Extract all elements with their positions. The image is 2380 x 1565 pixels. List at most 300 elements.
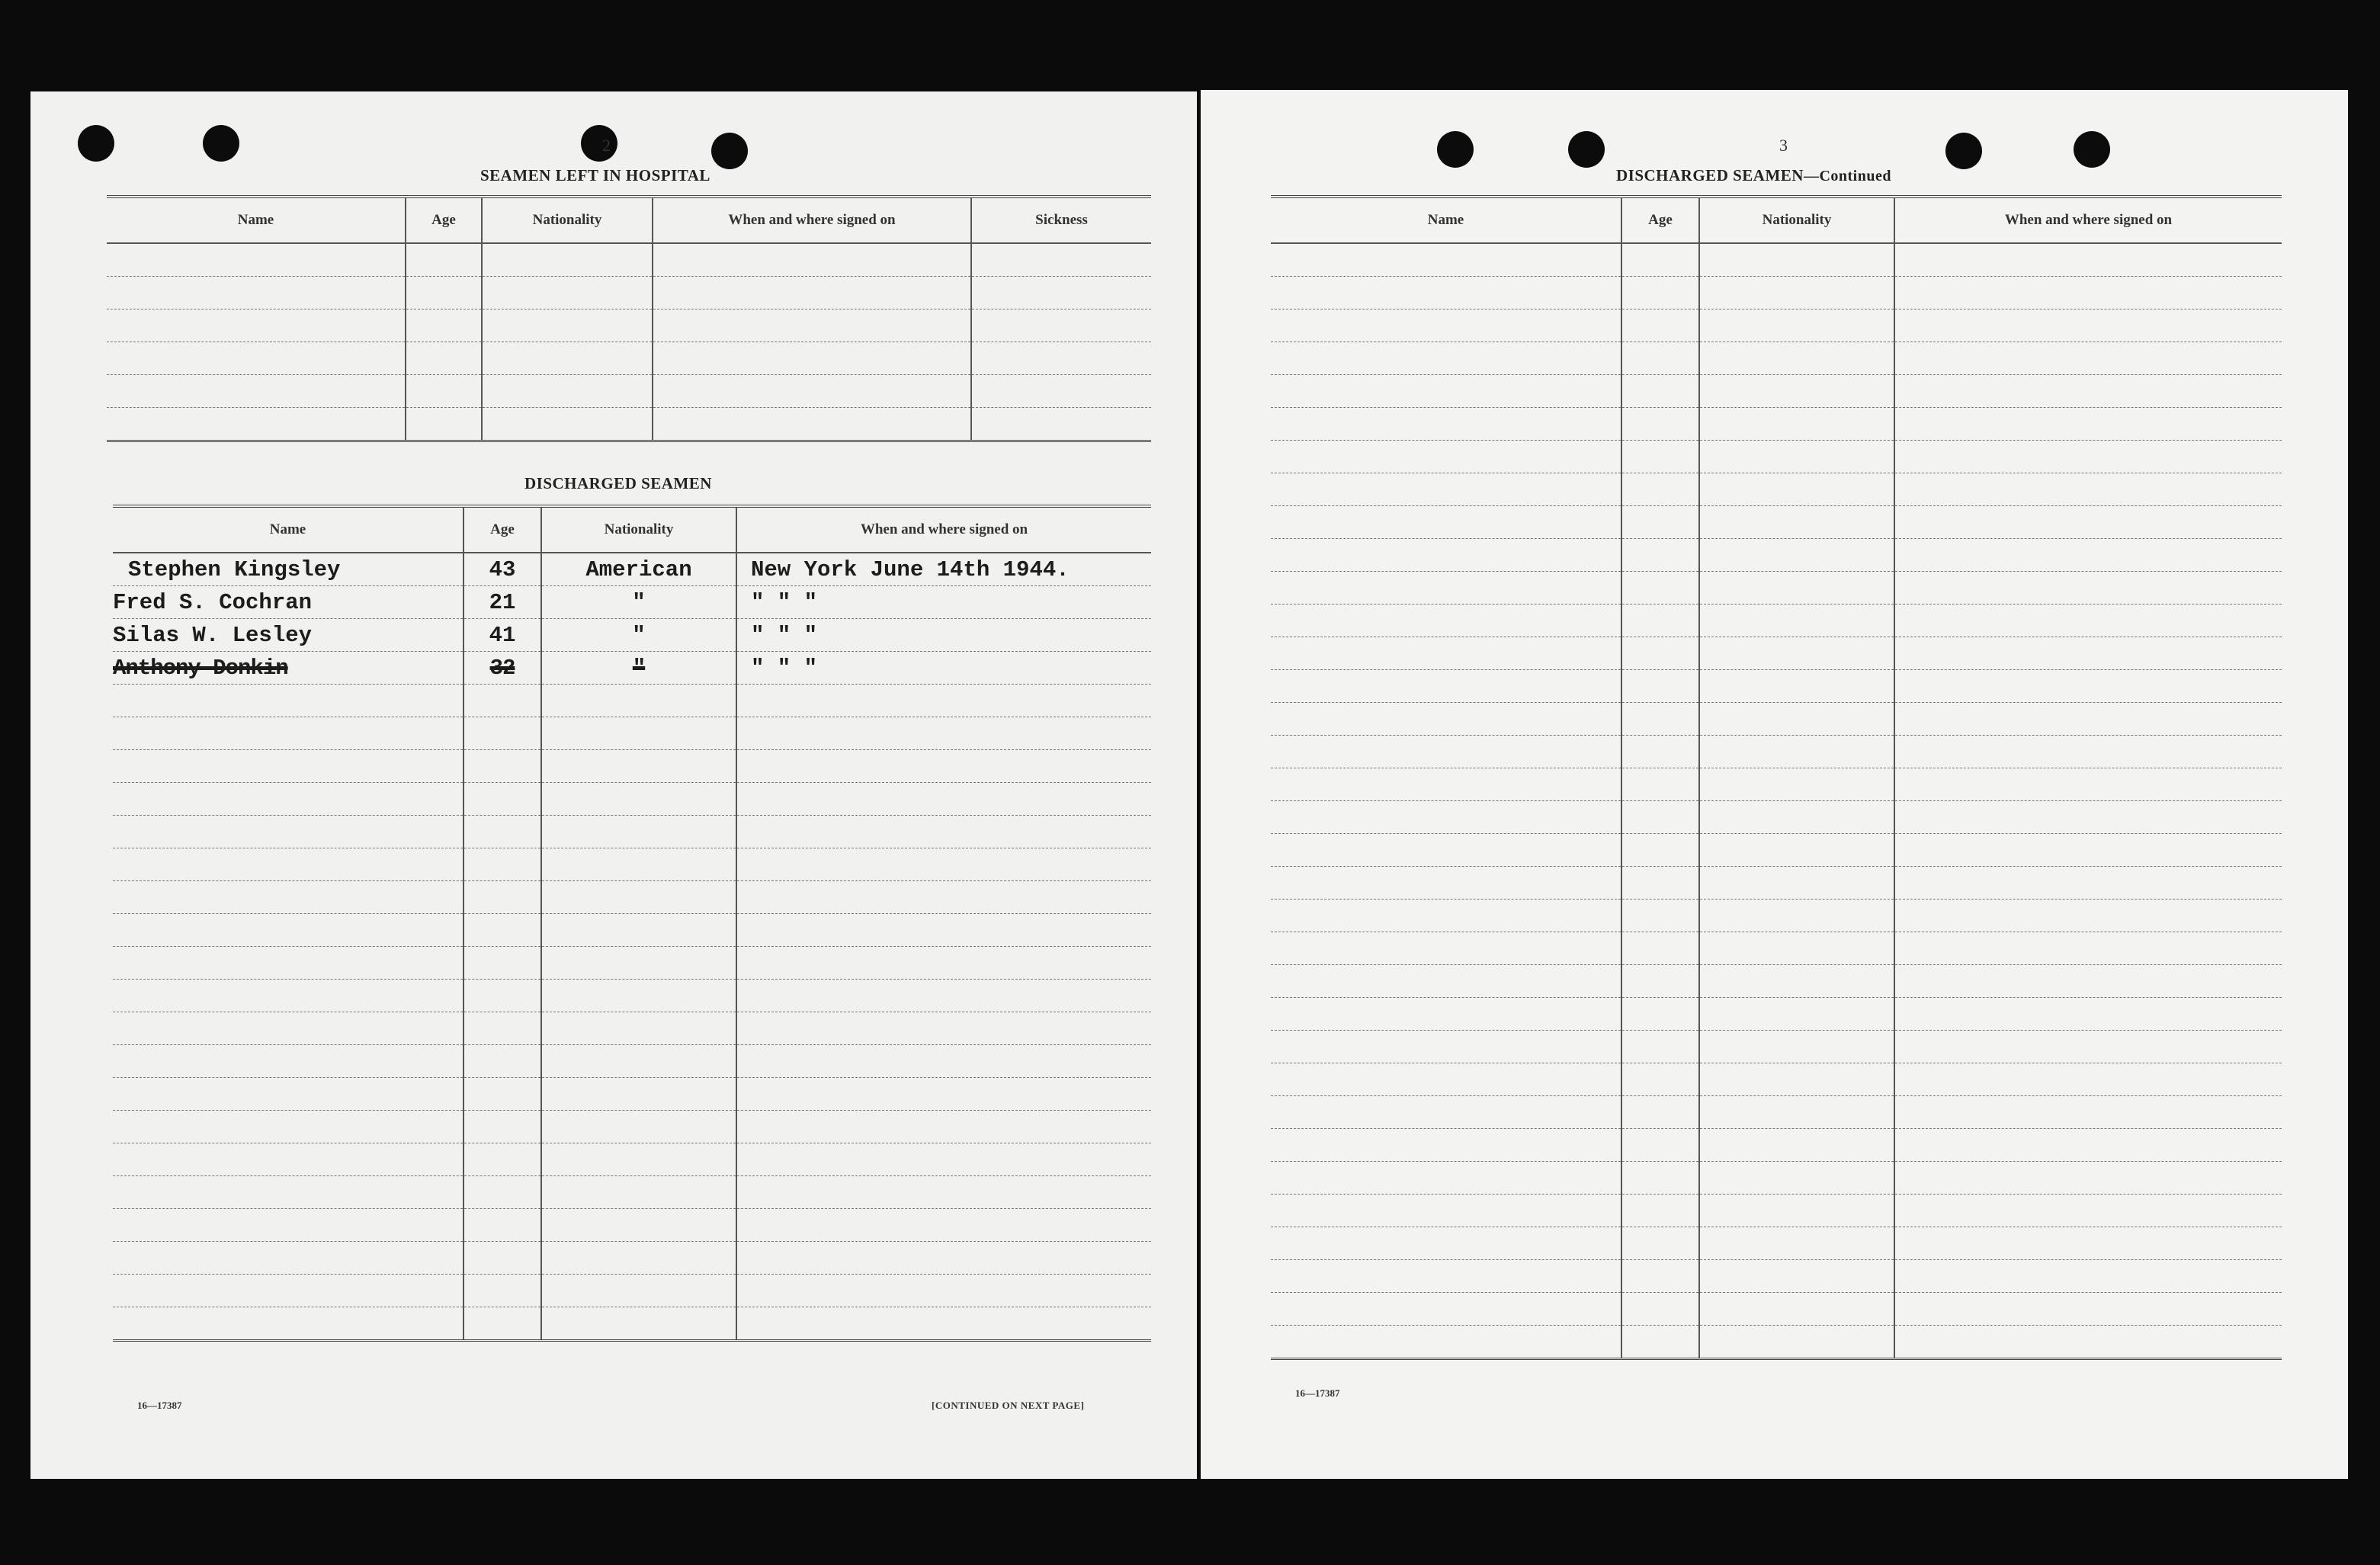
table-cell: [971, 243, 1151, 277]
table-cell: [736, 1242, 1151, 1275]
table-cell: [1894, 1227, 2282, 1260]
table-cell: [113, 947, 463, 980]
table-row: [113, 1045, 1151, 1078]
form-number: 16—17387: [1295, 1387, 1340, 1399]
table-cell: [541, 1143, 736, 1176]
table-row: [1271, 441, 2282, 473]
table-row: [1271, 1129, 2282, 1162]
table-row: [1271, 1293, 2282, 1326]
table-row: [1271, 1096, 2282, 1129]
table-row: [1271, 539, 2282, 572]
table-cell: 43: [463, 553, 541, 586]
table-row: [113, 553, 1151, 586]
table-cell: [1271, 736, 1621, 768]
table-row: [113, 783, 1151, 816]
column-header-age: Age: [1621, 197, 1699, 243]
table-cell: [1699, 867, 1894, 900]
table-cell: [1699, 1096, 1894, 1129]
table-row: [1271, 506, 2282, 539]
table-cell: [1271, 1129, 1621, 1162]
table-cell: [406, 375, 482, 408]
table-cell: [1621, 834, 1699, 867]
table-cell: [1621, 703, 1699, 736]
table-row: [1271, 736, 2282, 768]
table-cell: [971, 408, 1151, 441]
table-row: [107, 408, 1151, 441]
table-cell: [541, 1275, 736, 1307]
table-cell: [1271, 670, 1621, 703]
table-cell: [1699, 1293, 1894, 1326]
table-cell: [1621, 768, 1699, 801]
discharged-table: [113, 505, 1151, 1342]
table-cell: 21: [463, 586, 541, 619]
table-row: [1271, 1162, 2282, 1195]
table-cell: [1894, 1260, 2282, 1293]
table-row: [113, 1307, 1151, 1341]
table-row: [107, 277, 1151, 309]
table-row: [113, 1275, 1151, 1307]
table-cell: [1621, 309, 1699, 342]
table-row: [1271, 1326, 2282, 1359]
table-cell: [1621, 1162, 1699, 1195]
table-cell: [1271, 965, 1621, 998]
table-row: [1271, 834, 2282, 867]
table-cell: [736, 816, 1151, 848]
table-cell: [1621, 900, 1699, 932]
table-cell: [1699, 768, 1894, 801]
table-cell: [113, 783, 463, 816]
table-cell: [406, 342, 482, 375]
table-cell: [1271, 900, 1621, 932]
table-cell: [463, 1176, 541, 1209]
table-cell: [1271, 1096, 1621, 1129]
table-cell: [1621, 736, 1699, 768]
table-cell: [736, 848, 1151, 881]
punch-hole: [581, 125, 617, 162]
table-cell: [482, 375, 653, 408]
table-cell: [1699, 243, 1894, 277]
table-cell: [463, 848, 541, 881]
table-row: [113, 1209, 1151, 1242]
table-row: [1271, 703, 2282, 736]
table-row: [1271, 1260, 2282, 1293]
table-cell: [1894, 736, 2282, 768]
table-cell: [463, 783, 541, 816]
table-cell: [1699, 998, 1894, 1031]
table-cell: [1894, 441, 2282, 473]
table-cell: [113, 816, 463, 848]
punch-hole: [1568, 131, 1605, 168]
table-row: [113, 1111, 1151, 1143]
column-header-name: Name: [1271, 197, 1621, 243]
table-cell: [1699, 441, 1894, 473]
table-cell: ": [541, 619, 736, 652]
table-cell: [1621, 243, 1699, 277]
table-cell: [113, 1012, 463, 1045]
table-cell: Silas W. Lesley: [113, 619, 463, 652]
table-cell: [1699, 473, 1894, 506]
table-cell: [406, 309, 482, 342]
table-row: [113, 1176, 1151, 1209]
table-cell: [971, 375, 1151, 408]
table-cell: [971, 342, 1151, 375]
table-cell: [463, 980, 541, 1012]
table-cell: [541, 848, 736, 881]
discharged-section-title: DISCHARGED SEAMEN: [524, 474, 712, 492]
column-header-nationality: Nationality: [482, 197, 653, 243]
table-cell: [736, 1012, 1151, 1045]
table-cell: [1699, 1031, 1894, 1063]
table-row: [113, 947, 1151, 980]
table-cell: [1699, 605, 1894, 637]
table-cell: [1699, 572, 1894, 605]
table-cell: [463, 1111, 541, 1143]
table-cell: [113, 1111, 463, 1143]
column-header-name: Name: [107, 197, 406, 243]
table-cell: [463, 1012, 541, 1045]
table-cell: [1271, 441, 1621, 473]
table-cell: [541, 1111, 736, 1143]
table-cell: [541, 1045, 736, 1078]
table-row: [1271, 473, 2282, 506]
table-cell: [1271, 1031, 1621, 1063]
title-continued: —Continued: [1803, 168, 1891, 184]
column-header-sickness: Sickness: [971, 197, 1151, 243]
table-cell: [1699, 1260, 1894, 1293]
table-cell: [113, 750, 463, 783]
table-cell: [736, 1045, 1151, 1078]
table-cell: 41: [463, 619, 541, 652]
table-cell: " " ": [736, 619, 1151, 652]
table-cell: [1621, 801, 1699, 834]
table-cell: [1621, 1227, 1699, 1260]
table-cell: [1271, 834, 1621, 867]
table-cell: [1621, 1195, 1699, 1227]
table-cell: [736, 1307, 1151, 1341]
table-cell: [541, 783, 736, 816]
table-cell: [1894, 309, 2282, 342]
table-cell: [1894, 768, 2282, 801]
table-cell: [1271, 309, 1621, 342]
table-cell: [1271, 1063, 1621, 1096]
table-cell: [1699, 1129, 1894, 1162]
table-row: [113, 980, 1151, 1012]
table-cell: [463, 1078, 541, 1111]
table-cell: [541, 717, 736, 750]
table-cell: [1699, 834, 1894, 867]
table-cell: [736, 1143, 1151, 1176]
table-cell: [1894, 1195, 2282, 1227]
table-cell: [736, 881, 1151, 914]
table-cell: [541, 816, 736, 848]
table-cell: [1271, 243, 1621, 277]
table-cell: [1271, 375, 1621, 408]
table-cell: [736, 947, 1151, 980]
table-cell: [113, 685, 463, 717]
table-cell: [107, 243, 406, 277]
table-cell: [482, 309, 653, 342]
table-cell: [1699, 506, 1894, 539]
table-row: [1271, 605, 2282, 637]
form-number: 16—17387: [137, 1400, 182, 1411]
table-cell: [463, 1209, 541, 1242]
table-cell: [1699, 736, 1894, 768]
table-row: [113, 1143, 1151, 1176]
table-cell: [1894, 1162, 2282, 1195]
table-cell: [1699, 637, 1894, 670]
table-cell: [736, 1176, 1151, 1209]
table-row: [107, 375, 1151, 408]
table-row: [1271, 768, 2282, 801]
punch-hole: [1945, 133, 1982, 169]
table-cell: [463, 1143, 541, 1176]
table-cell: " " ": [736, 652, 1151, 685]
table-row: [113, 685, 1151, 717]
table-cell: [1699, 801, 1894, 834]
table-cell: [463, 717, 541, 750]
table-cell: [1621, 998, 1699, 1031]
table-cell: [1271, 801, 1621, 834]
table-cell: [1271, 998, 1621, 1031]
table-cell: [113, 1078, 463, 1111]
table-cell: [1621, 932, 1699, 965]
table-row: [1271, 408, 2282, 441]
table-cell: [1894, 932, 2282, 965]
punch-hole: [1437, 131, 1474, 168]
table-cell: [653, 277, 971, 309]
table-row: [1271, 1227, 2282, 1260]
page-number: 3: [1779, 136, 1788, 155]
table-cell: [463, 750, 541, 783]
table-cell: [1271, 703, 1621, 736]
table-cell: [1894, 637, 2282, 670]
table-cell: [653, 408, 971, 441]
column-header-when-and-where-signed-on: When and where signed on: [736, 506, 1151, 553]
table-cell: [113, 1209, 463, 1242]
table-cell: [1699, 703, 1894, 736]
punch-hole: [78, 125, 114, 162]
table-cell: [463, 1307, 541, 1341]
table-cell: [653, 375, 971, 408]
table-cell: [541, 1176, 736, 1209]
table-cell: [1894, 342, 2282, 375]
table-cell: [541, 881, 736, 914]
table-cell: [736, 914, 1151, 947]
table-row: [107, 243, 1151, 277]
table-cell: [1894, 1326, 2282, 1359]
table-cell: [1271, 473, 1621, 506]
table-cell: American: [541, 553, 736, 586]
page-number: 2: [602, 136, 611, 155]
table-cell: [1271, 1195, 1621, 1227]
table-cell: [1894, 605, 2282, 637]
table-cell: [107, 277, 406, 309]
table-cell: ": [541, 586, 736, 619]
table-cell: [113, 1176, 463, 1209]
table-cell: [1621, 605, 1699, 637]
table-cell: [1699, 375, 1894, 408]
table-cell: [1894, 703, 2282, 736]
table-row: [113, 619, 1151, 652]
table-cell: 32: [463, 652, 541, 685]
table-row: [1271, 572, 2282, 605]
table-row: [1271, 637, 2282, 670]
column-header-name: Name: [113, 506, 463, 553]
table-cell: [541, 685, 736, 717]
table-row: [1271, 932, 2282, 965]
column-header-age: Age: [463, 506, 541, 553]
table-cell: ": [541, 652, 736, 685]
table-cell: New York June 14th 1944.: [736, 553, 1151, 586]
table-cell: [463, 947, 541, 980]
table-cell: [107, 342, 406, 375]
table-row: [1271, 243, 2282, 277]
table-cell: [463, 1242, 541, 1275]
table-cell: [1621, 670, 1699, 703]
table-cell: [1271, 506, 1621, 539]
table-cell: [463, 1045, 541, 1078]
table-cell: [1621, 572, 1699, 605]
table-cell: [1271, 1260, 1621, 1293]
table-cell: [406, 277, 482, 309]
table-cell: [1699, 900, 1894, 932]
table-cell: [1894, 1096, 2282, 1129]
table-cell: [541, 914, 736, 947]
table-cell: [541, 947, 736, 980]
left-page: [30, 91, 1197, 1479]
table-cell: [1621, 375, 1699, 408]
table-row: [107, 309, 1151, 342]
table-cell: [736, 783, 1151, 816]
table-cell: [736, 1275, 1151, 1307]
table-cell: [1894, 375, 2282, 408]
table-cell: [1271, 342, 1621, 375]
table-cell: [1699, 309, 1894, 342]
table-cell: [482, 243, 653, 277]
table-cell: [107, 408, 406, 441]
table-row: [113, 750, 1151, 783]
table-cell: Fred S. Cochran: [113, 586, 463, 619]
table-cell: [736, 750, 1151, 783]
table-row: [113, 914, 1151, 947]
table-cell: [1621, 539, 1699, 572]
table-cell: [541, 980, 736, 1012]
hospital-table: [107, 195, 1151, 442]
table-row: [1271, 801, 2282, 834]
table-cell: [1699, 342, 1894, 375]
table-cell: [1699, 1063, 1894, 1096]
table-cell: [113, 1143, 463, 1176]
table-row: [113, 816, 1151, 848]
table-cell: [1894, 867, 2282, 900]
table-cell: [1271, 572, 1621, 605]
table-cell: [1894, 473, 2282, 506]
table-cell: [1621, 1293, 1699, 1326]
punch-hole: [2074, 131, 2110, 168]
table-cell: [1271, 1162, 1621, 1195]
table-cell: [653, 309, 971, 342]
table-row: [1271, 1031, 2282, 1063]
table-cell: [463, 816, 541, 848]
table-row: [1271, 342, 2282, 375]
table-cell: [1271, 1293, 1621, 1326]
table-cell: [1894, 408, 2282, 441]
table-cell: [541, 1012, 736, 1045]
table-cell: [1621, 1260, 1699, 1293]
table-cell: [1271, 768, 1621, 801]
table-cell: [1699, 932, 1894, 965]
table-row: [113, 586, 1151, 619]
table-row: [113, 1078, 1151, 1111]
table-cell: [1699, 670, 1894, 703]
table-cell: [113, 914, 463, 947]
table-cell: [107, 375, 406, 408]
table-row: [1271, 965, 2282, 998]
table-row: [113, 1012, 1151, 1045]
table-cell: [406, 408, 482, 441]
table-cell: [541, 1078, 736, 1111]
discharged-continued-title: [1616, 166, 1891, 185]
table-row: [1271, 867, 2282, 900]
table-cell: [736, 980, 1151, 1012]
table-cell: [1699, 539, 1894, 572]
table-cell: [1894, 1129, 2282, 1162]
table-cell: [1621, 1326, 1699, 1359]
table-cell: [1271, 1326, 1621, 1359]
table-cell: [1621, 965, 1699, 998]
table-cell: Stephen Kingsley: [113, 553, 463, 586]
table-cell: [1271, 932, 1621, 965]
table-cell: [1271, 277, 1621, 309]
table-cell: [541, 1242, 736, 1275]
column-header-nationality: Nationality: [541, 506, 736, 553]
table-cell: [1621, 441, 1699, 473]
punch-hole: [203, 125, 239, 162]
table-cell: [1894, 670, 2282, 703]
table-cell: [1621, 506, 1699, 539]
table-cell: [113, 1307, 463, 1341]
table-row: [113, 652, 1151, 685]
table-cell: [1699, 965, 1894, 998]
table-cell: [463, 914, 541, 947]
table-row: [1271, 375, 2282, 408]
table-cell: [1894, 1031, 2282, 1063]
table-cell: [1894, 572, 2282, 605]
table-cell: [113, 848, 463, 881]
table-cell: [113, 881, 463, 914]
table-cell: [1271, 637, 1621, 670]
table-row: [1271, 277, 2282, 309]
table-cell: [1894, 539, 2282, 572]
title-main: DISCHARGED SEAMEN: [1616, 166, 1804, 184]
table-cell: [736, 1111, 1151, 1143]
table-row: [1271, 998, 2282, 1031]
table-cell: " " ": [736, 586, 1151, 619]
table-cell: [1699, 277, 1894, 309]
table-row: [1271, 309, 2282, 342]
table-cell: [1699, 1195, 1894, 1227]
table-cell: [463, 685, 541, 717]
table-cell: [482, 408, 653, 441]
table-cell: [541, 1307, 736, 1341]
table-cell: [1894, 900, 2282, 932]
table-cell: [971, 277, 1151, 309]
table-cell: [1271, 867, 1621, 900]
table-cell: [1621, 867, 1699, 900]
table-cell: [1894, 1063, 2282, 1096]
table-cell: [1621, 277, 1699, 309]
table-cell: [1894, 998, 2282, 1031]
